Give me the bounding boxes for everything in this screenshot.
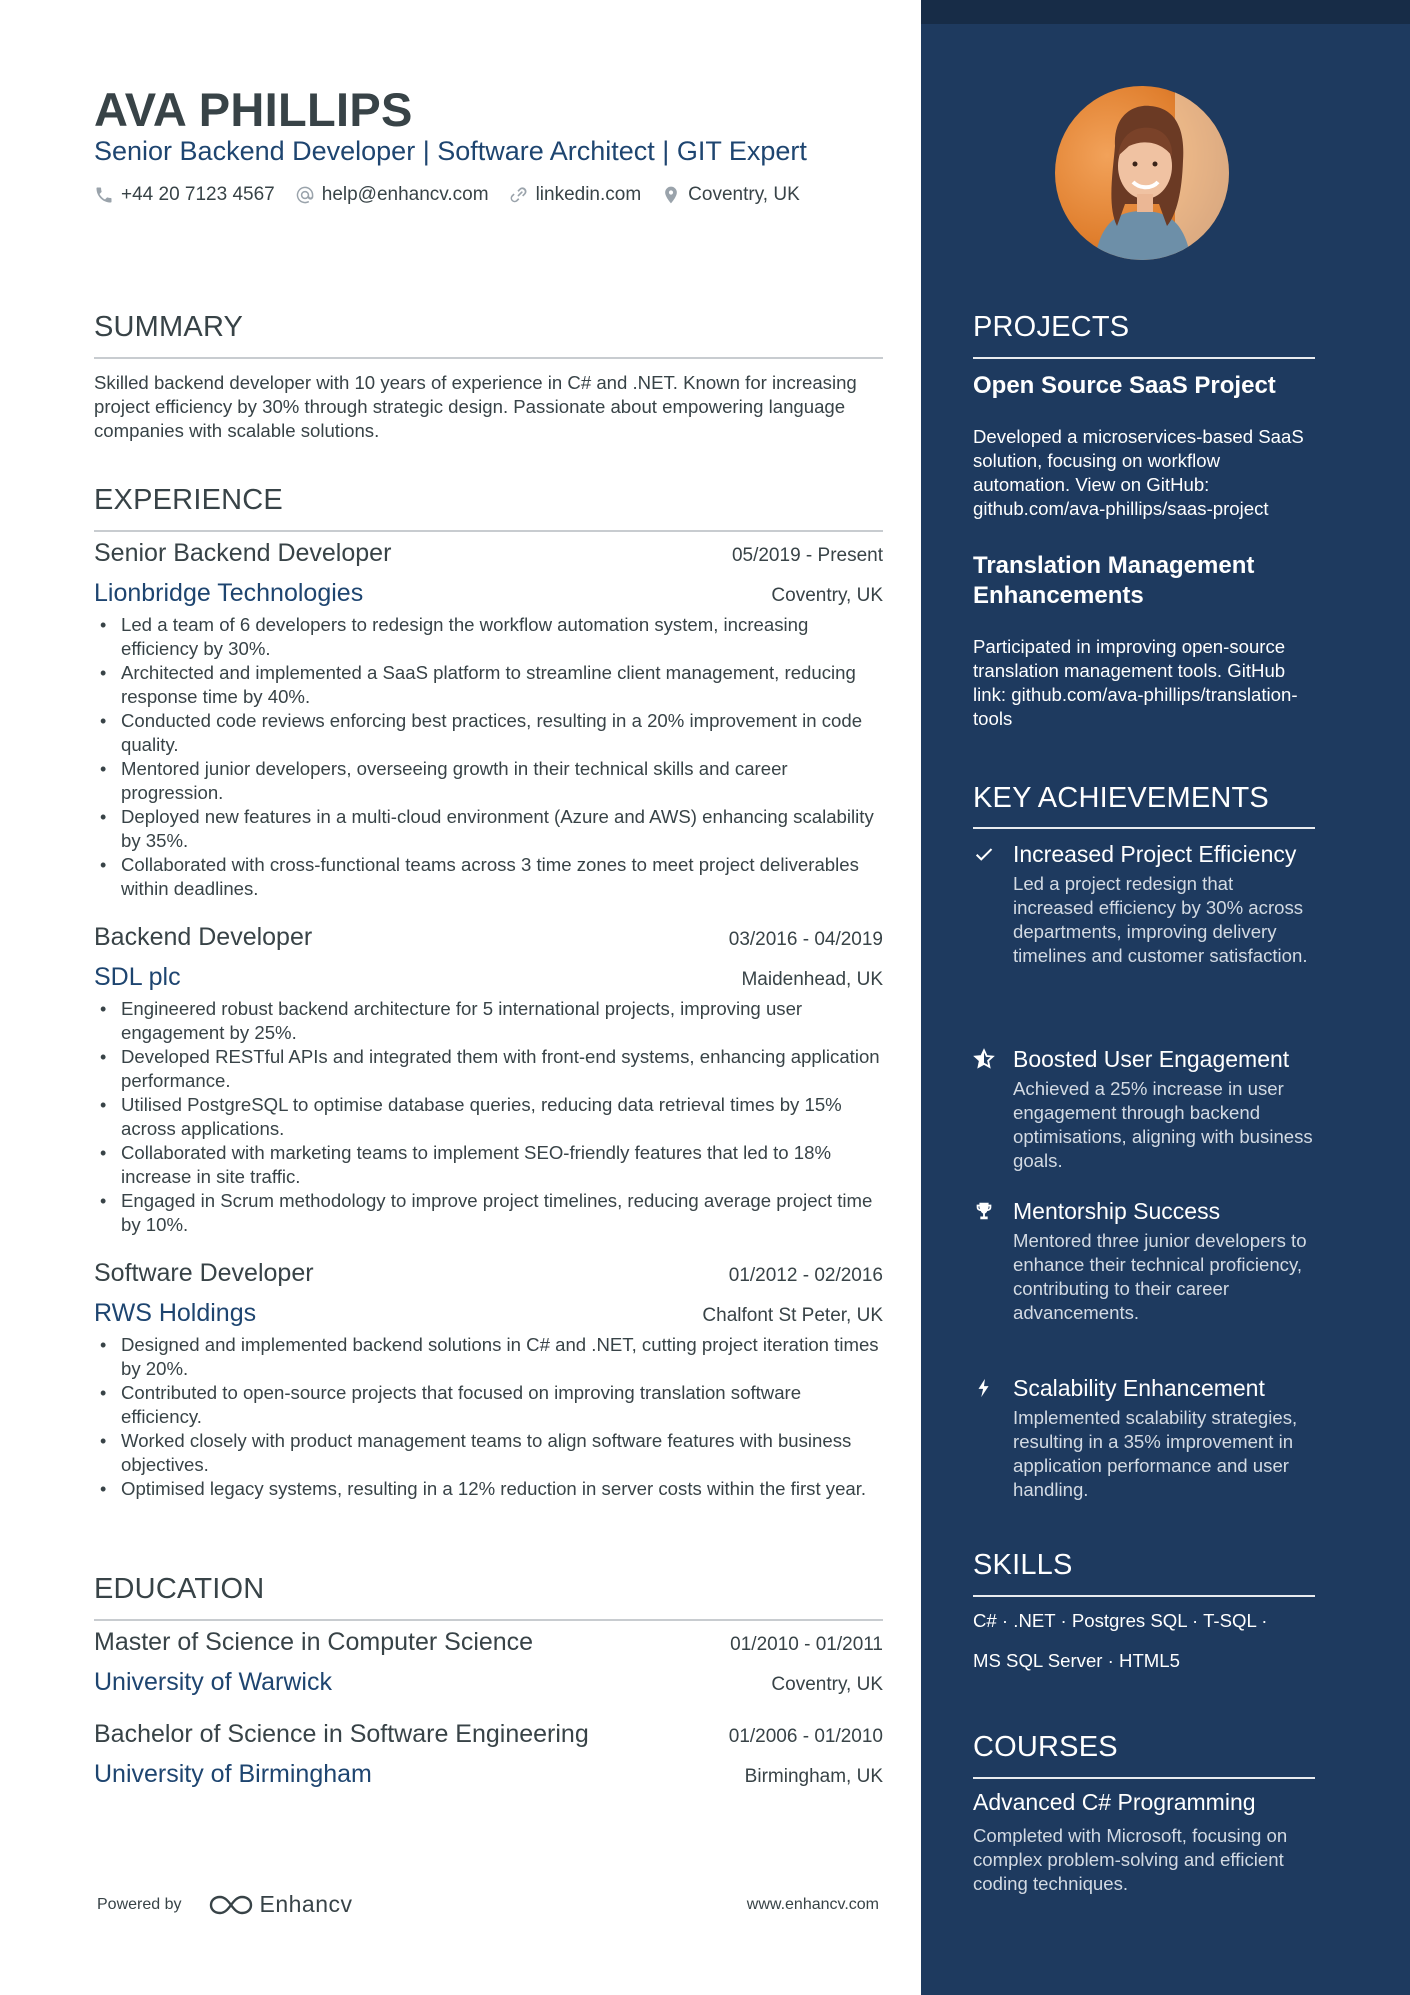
job-company: SDL plc	[94, 963, 181, 991]
education-divider	[94, 1619, 883, 1621]
courses-divider	[973, 1777, 1315, 1779]
job-dates: 01/2012 - 02/2016	[728, 1265, 883, 1286]
job-company-row	[94, 1299, 883, 1333]
job-entry	[94, 923, 883, 1237]
job-bullets	[94, 1333, 883, 1501]
job-dates: 05/2019 - Present	[731, 545, 883, 566]
education-school: University of Warwick	[94, 1668, 332, 1696]
achievement-title: Mentorship Success	[1013, 1198, 1221, 1224]
candidate-title: Senior Backend Developer | Software Architect | GIT Expert	[94, 136, 807, 166]
list-item: • Led a team of 6 developers to redesign the workflow automation system, increasing efficiency by 30%.	[94, 613, 883, 661]
education-header	[94, 1720, 883, 1760]
skills-divider	[973, 1595, 1315, 1597]
list-item: • Engaged in Scrum methodology to improve project timelines, reducing average project time by 10%.	[94, 1189, 883, 1237]
job-company-row	[94, 579, 883, 613]
education-heading: EDUCATION	[94, 1573, 265, 1605]
list-item: • Mentored junior developers, overseeing growth in their technical skills and career progression.	[94, 757, 883, 805]
project-description: Participated in improving open-source translation management tools. GitHub link: github.com/ava-phillips/translation-tools	[973, 636, 1298, 729]
skills-heading: SKILLS	[973, 1549, 1073, 1581]
phone-icon	[94, 185, 114, 205]
brand-logo[interactable]	[208, 1891, 353, 1918]
job-location: Maidenhead, UK	[741, 969, 883, 990]
skills-line: C# · .NET · Postgres SQL · T-SQL ·	[973, 1610, 1268, 1631]
courses-heading: COURSES	[973, 1731, 1118, 1763]
job-entry	[94, 1259, 883, 1501]
summary-heading: SUMMARY	[94, 311, 244, 343]
enhancv-logo-icon	[208, 1893, 254, 1917]
contact-link[interactable]	[509, 184, 642, 206]
job-location: Chalfont St Peter, UK	[702, 1305, 883, 1326]
avatar	[1055, 86, 1229, 260]
project-title: Translation Management Enhancements	[973, 552, 1255, 609]
projects-heading: PROJECTS	[973, 311, 1130, 343]
education-header	[94, 1628, 883, 1668]
footer-website[interactable]: www.enhancv.com	[746, 1895, 879, 1913]
education-school-row	[94, 1668, 883, 1702]
job-bullets	[94, 997, 883, 1237]
achievement-item	[973, 1374, 1315, 1502]
experience-heading: EXPERIENCE	[94, 484, 283, 516]
sidebar	[921, 0, 1410, 1995]
education-school: University of Birmingham	[94, 1760, 372, 1788]
achievement-description: Implemented scalability strategies, resulting in a 35% improvement in application performance and user handling.	[1013, 1407, 1298, 1500]
job-header	[94, 1259, 883, 1299]
summary-text: Skilled backend developer with 10 years of experience in C# and .NET. Known for increasing project efficiency by 30% through strategic design. Passionate about empowering language companies with scalable solutions.	[94, 372, 857, 441]
candidate-name: AVA PHILLIPS	[94, 83, 413, 136]
education-location: Coventry, UK	[771, 1674, 883, 1695]
education-entry	[94, 1720, 883, 1794]
avatar-portrait	[1055, 86, 1229, 260]
at-icon	[295, 185, 315, 205]
location-pin-icon	[661, 185, 681, 205]
list-item: • Conducted code reviews enforcing best practices, resulting in a 20% improvement in code quality.	[94, 709, 883, 757]
powered-by	[97, 1891, 353, 1918]
project-title: Open Source SaaS Project	[973, 372, 1276, 399]
list-item: • Architected and implemented a SaaS platform to streamline client management, reducing response time by 40%.	[94, 661, 883, 709]
sidebar-top-band	[921, 0, 1410, 24]
education-location: Birmingham, UK	[744, 1766, 883, 1787]
list-item: • Deployed new features in a multi-cloud environment (Azure and AWS) enhancing scalability by 35%.	[94, 805, 883, 853]
powered-by-label: Powered by	[97, 1895, 182, 1913]
link-icon	[509, 185, 529, 205]
job-role: Software Developer	[94, 1259, 314, 1287]
education-dates: 01/2010 - 01/2011	[730, 1634, 883, 1655]
achievement-item	[973, 1197, 1315, 1325]
job-header	[94, 923, 883, 963]
achievement-description: Achieved a 25% increase in user engagement through backend optimisations, aligning with business goals.	[1013, 1078, 1313, 1171]
skills-line: MS SQL Server · HTML5	[973, 1650, 1180, 1671]
list-item: • Collaborated with cross-functional teams across 3 time zones to meet project deliverables within deadlines.	[94, 853, 883, 901]
course-description: Completed with Microsoft, focusing on complex problem-solving and efficient coding techniques.	[973, 1825, 1288, 1894]
check-icon	[973, 843, 997, 867]
projects-divider	[973, 357, 1315, 359]
achievements-divider	[973, 827, 1315, 829]
education-school-row	[94, 1760, 883, 1794]
list-item: • Engineered robust backend architecture for 5 international projects, improving user engagement by 25%.	[94, 997, 883, 1045]
brand-name: Enhancv	[259, 1891, 353, 1917]
list-item: • Optimised legacy systems, resulting in a 12% reduction in server costs within the first year.	[94, 1477, 883, 1501]
achievement-title: Increased Project Efficiency	[1013, 841, 1297, 867]
star-icon	[973, 1048, 997, 1072]
education-degree: Bachelor of Science in Software Engineering	[94, 1720, 589, 1748]
job-company: Lionbridge Technologies	[94, 579, 364, 607]
job-location: Coventry, UK	[771, 585, 883, 606]
achievement-title: Scalability Enhancement	[1013, 1375, 1265, 1401]
job-role: Backend Developer	[94, 923, 313, 951]
education-dates: 01/2006 - 01/2010	[728, 1726, 883, 1747]
job-role: Senior Backend Developer	[94, 539, 392, 567]
contact-email-text: help@enhancv.com	[321, 184, 489, 205]
achievement-title: Boosted User Engagement	[1013, 1046, 1290, 1072]
achievement-description: Led a project redesign that increased efficiency by 30% across departments, improving delivery timelines and customer satisfaction.	[1013, 873, 1308, 966]
job-bullets	[94, 613, 883, 901]
contact-location	[661, 184, 800, 206]
achievement-item	[973, 1045, 1315, 1173]
summary-divider	[94, 357, 883, 359]
skills-list	[973, 1601, 1315, 1681]
contact-location-text: Coventry, UK	[688, 184, 800, 205]
footer	[97, 1891, 879, 1918]
list-item: • Worked closely with product management teams to align software features with business objectives.	[94, 1429, 883, 1477]
contact-email[interactable]	[295, 184, 489, 206]
job-company: RWS Holdings	[94, 1299, 257, 1327]
job-dates: 03/2016 - 04/2019	[728, 929, 883, 950]
list-item: • Developed RESTful APIs and integrated them with front-end systems, enhancing application performance.	[94, 1045, 883, 1093]
trophy-icon	[973, 1200, 997, 1224]
experience-divider	[94, 530, 883, 532]
list-item: • Utilised PostgreSQL to optimise database queries, reducing data retrieval times by 15% across applications.	[94, 1093, 883, 1141]
education-degree: Master of Science in Computer Science	[94, 1628, 534, 1656]
contact-phone[interactable]	[94, 184, 275, 206]
list-item: • Collaborated with marketing teams to implement SEO-friendly features that led to 18% increase in site traffic.	[94, 1141, 883, 1189]
education-entry	[94, 1628, 883, 1702]
bolt-icon	[973, 1377, 997, 1401]
contact-link-text: linkedin.com	[535, 184, 642, 205]
list-item: • Contributed to open-source projects that focused on improving translation software efficiency.	[94, 1381, 883, 1429]
achievement-item	[973, 840, 1315, 968]
course-title: Advanced C# Programming	[973, 1789, 1256, 1815]
project-description: Developed a microservices-based SaaS solution, focusing on workflow automation. View on GitHub: github.com/ava-phillips/saas-project	[973, 426, 1304, 519]
contact-bar	[94, 184, 820, 206]
job-entry	[94, 539, 883, 901]
achievements-heading: KEY ACHIEVEMENTS	[973, 782, 1269, 814]
achievement-description: Mentored three junior developers to enhance their technical proficiency, contributing to their career advancements.	[1013, 1230, 1307, 1323]
job-header	[94, 539, 883, 579]
job-company-row	[94, 963, 883, 997]
list-item: • Designed and implemented backend solutions in C# and .NET, cutting project iteration times by 20%.	[94, 1333, 883, 1381]
contact-phone-text: +44 20 7123 4567	[121, 184, 275, 205]
